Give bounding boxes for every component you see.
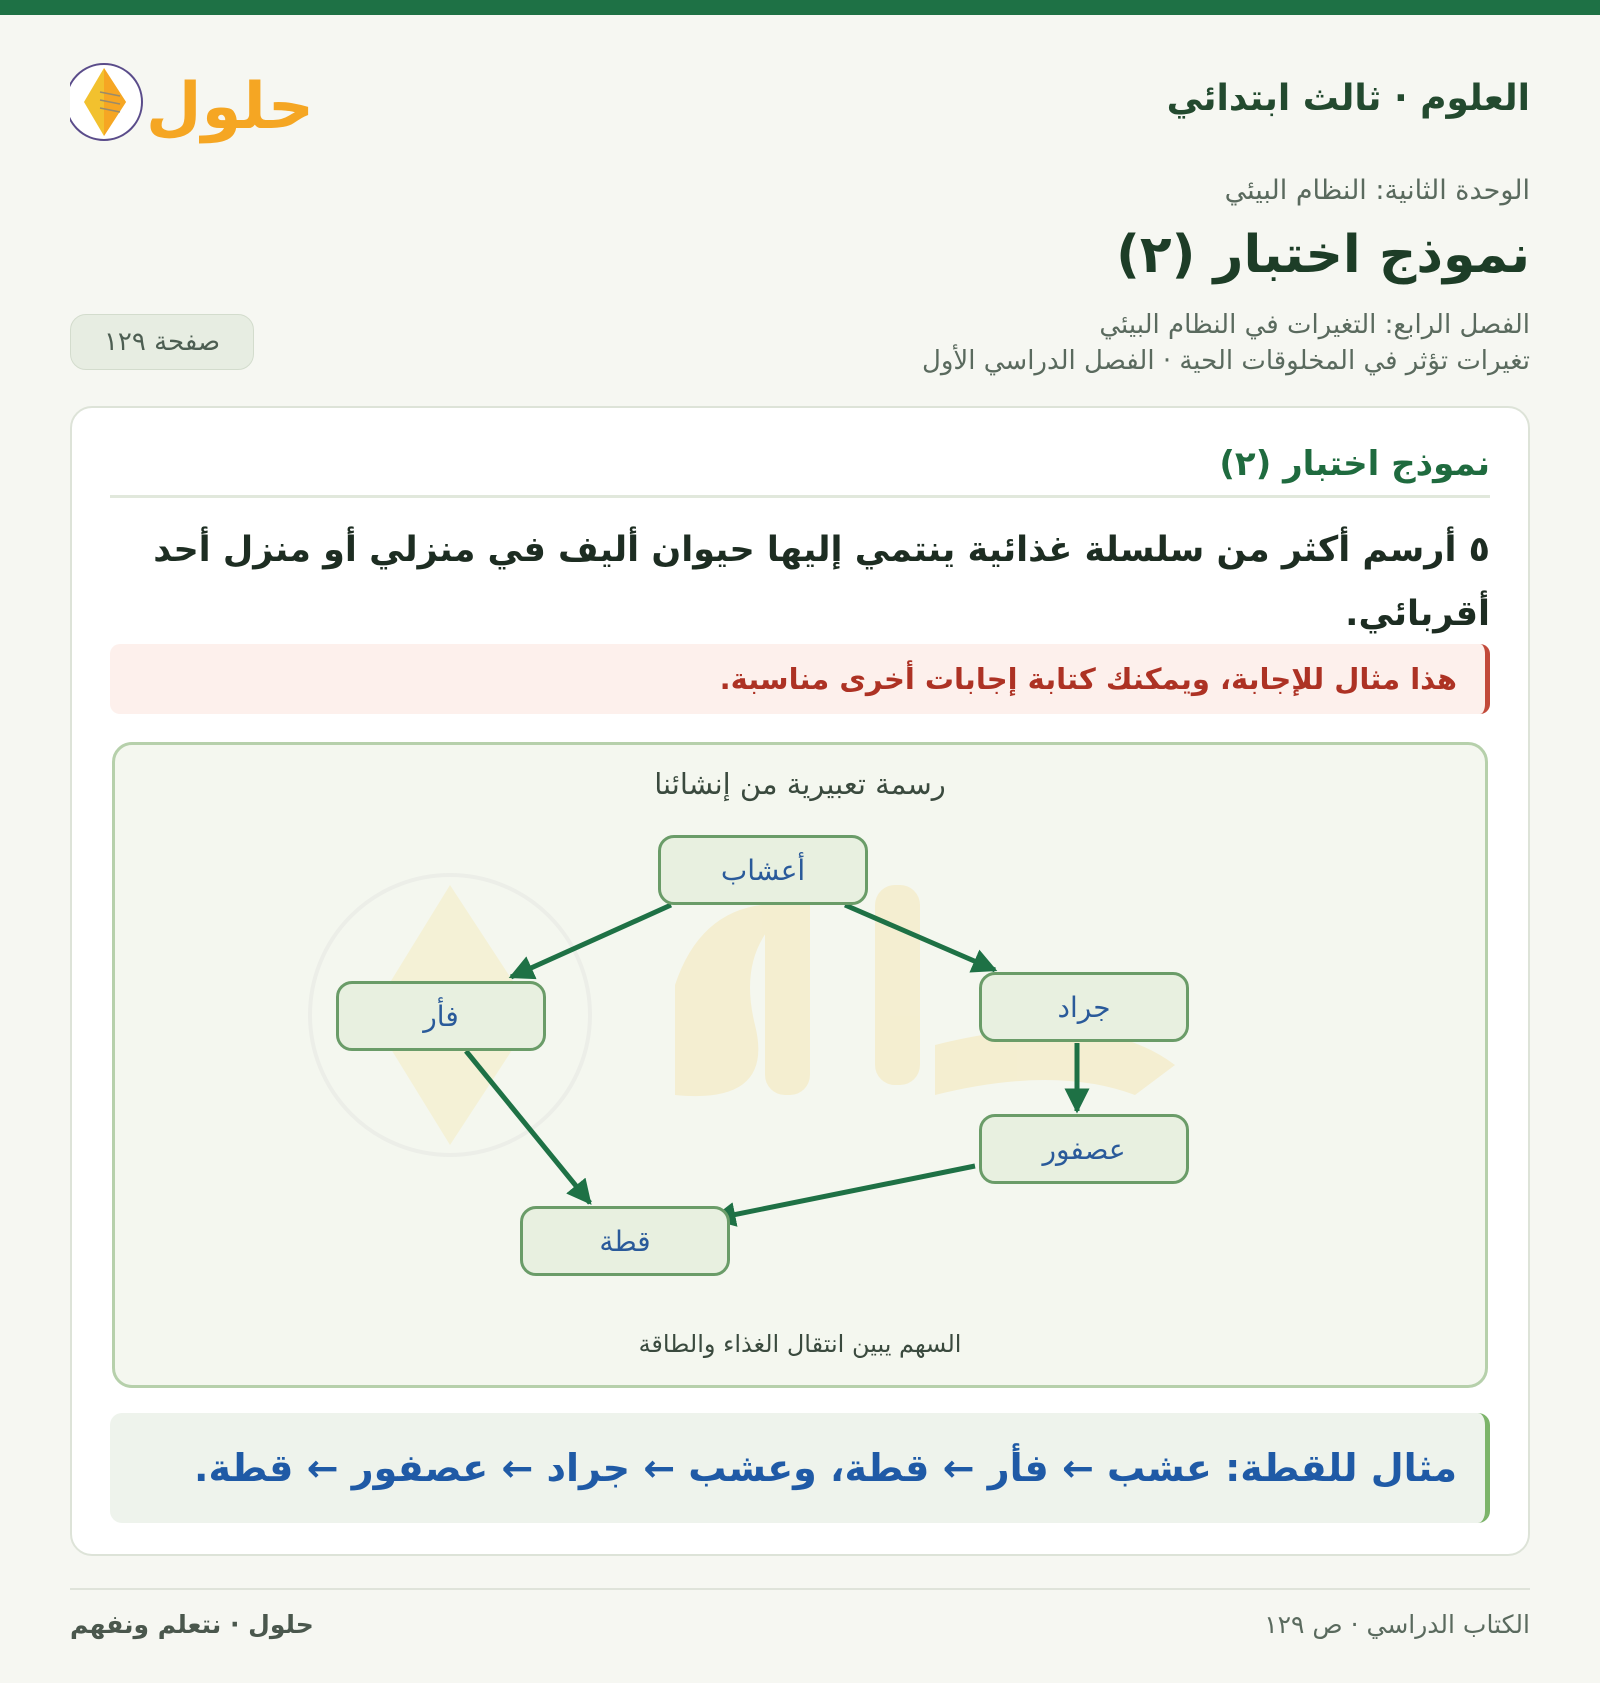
card-title: نموذج اختبار (٢) — [1219, 444, 1490, 484]
chapter-line-1: الفصل الرابع: التغيرات في النظام البيئي — [1099, 310, 1530, 340]
arrow-grass-to-mouse — [511, 905, 671, 977]
chapter-line-2: تغيرات تؤثر في المخلوقات الحية · الفصل الدراسي الأول — [921, 346, 1530, 376]
exercise-card — [70, 406, 1530, 1556]
arrow-mouse-to-cat — [466, 1051, 590, 1203]
chapter-info — [922, 307, 1530, 379]
node-grass: أعشاب — [658, 835, 868, 905]
page-title: نموذج اختبار (٢) — [1116, 225, 1530, 285]
example-answer: مثال للقطة: عشب ← فأر ← قطة، وعشب ← جراد ← عصفور ← قطة. — [110, 1413, 1490, 1523]
diagram-caption: السهم يبين انتقال الغذاء والطاقة — [638, 1330, 962, 1358]
footer-book-reference: الكتاب الدراسي · ص ١٢٩ — [1264, 1610, 1530, 1639]
diagram-title: رسمة تعبيرية من إنشائنا — [654, 767, 946, 801]
top-accent-bar — [0, 0, 1600, 15]
food-web-diagram — [112, 742, 1488, 1388]
hulul-logo — [70, 48, 330, 153]
node-grasshopper: جراد — [979, 972, 1189, 1042]
subject-heading: العلوم · ثالث ابتدائي — [1166, 78, 1530, 119]
node-cat: قطة — [520, 1206, 730, 1276]
card-divider — [110, 495, 1490, 498]
logo-icon — [70, 48, 330, 153]
footer-brand: حلول · نتعلم ونفهم — [70, 1610, 314, 1639]
question-text: ٥ أرسم أكثر من سلسلة غذائية ينتمي إليها حيوان أليف في منزلي أو منزل أحد أقربائي. — [153, 530, 1490, 634]
arrow-sparrow-to-cat — [713, 1166, 975, 1219]
unit-label: الوحدة الثانية: النظام البيئي — [1224, 175, 1530, 206]
svg-text:حلول: حلول — [146, 70, 314, 144]
answer-note: هذا مثال للإجابة، ويمكنك كتابة إجابات أخرى مناسبة. — [110, 644, 1490, 714]
footer-divider — [70, 1588, 1530, 1590]
page-number-badge: صفحة ١٢٩ — [70, 314, 254, 370]
node-mouse: فأر — [336, 981, 546, 1051]
node-sparrow: عصفور — [979, 1114, 1189, 1184]
